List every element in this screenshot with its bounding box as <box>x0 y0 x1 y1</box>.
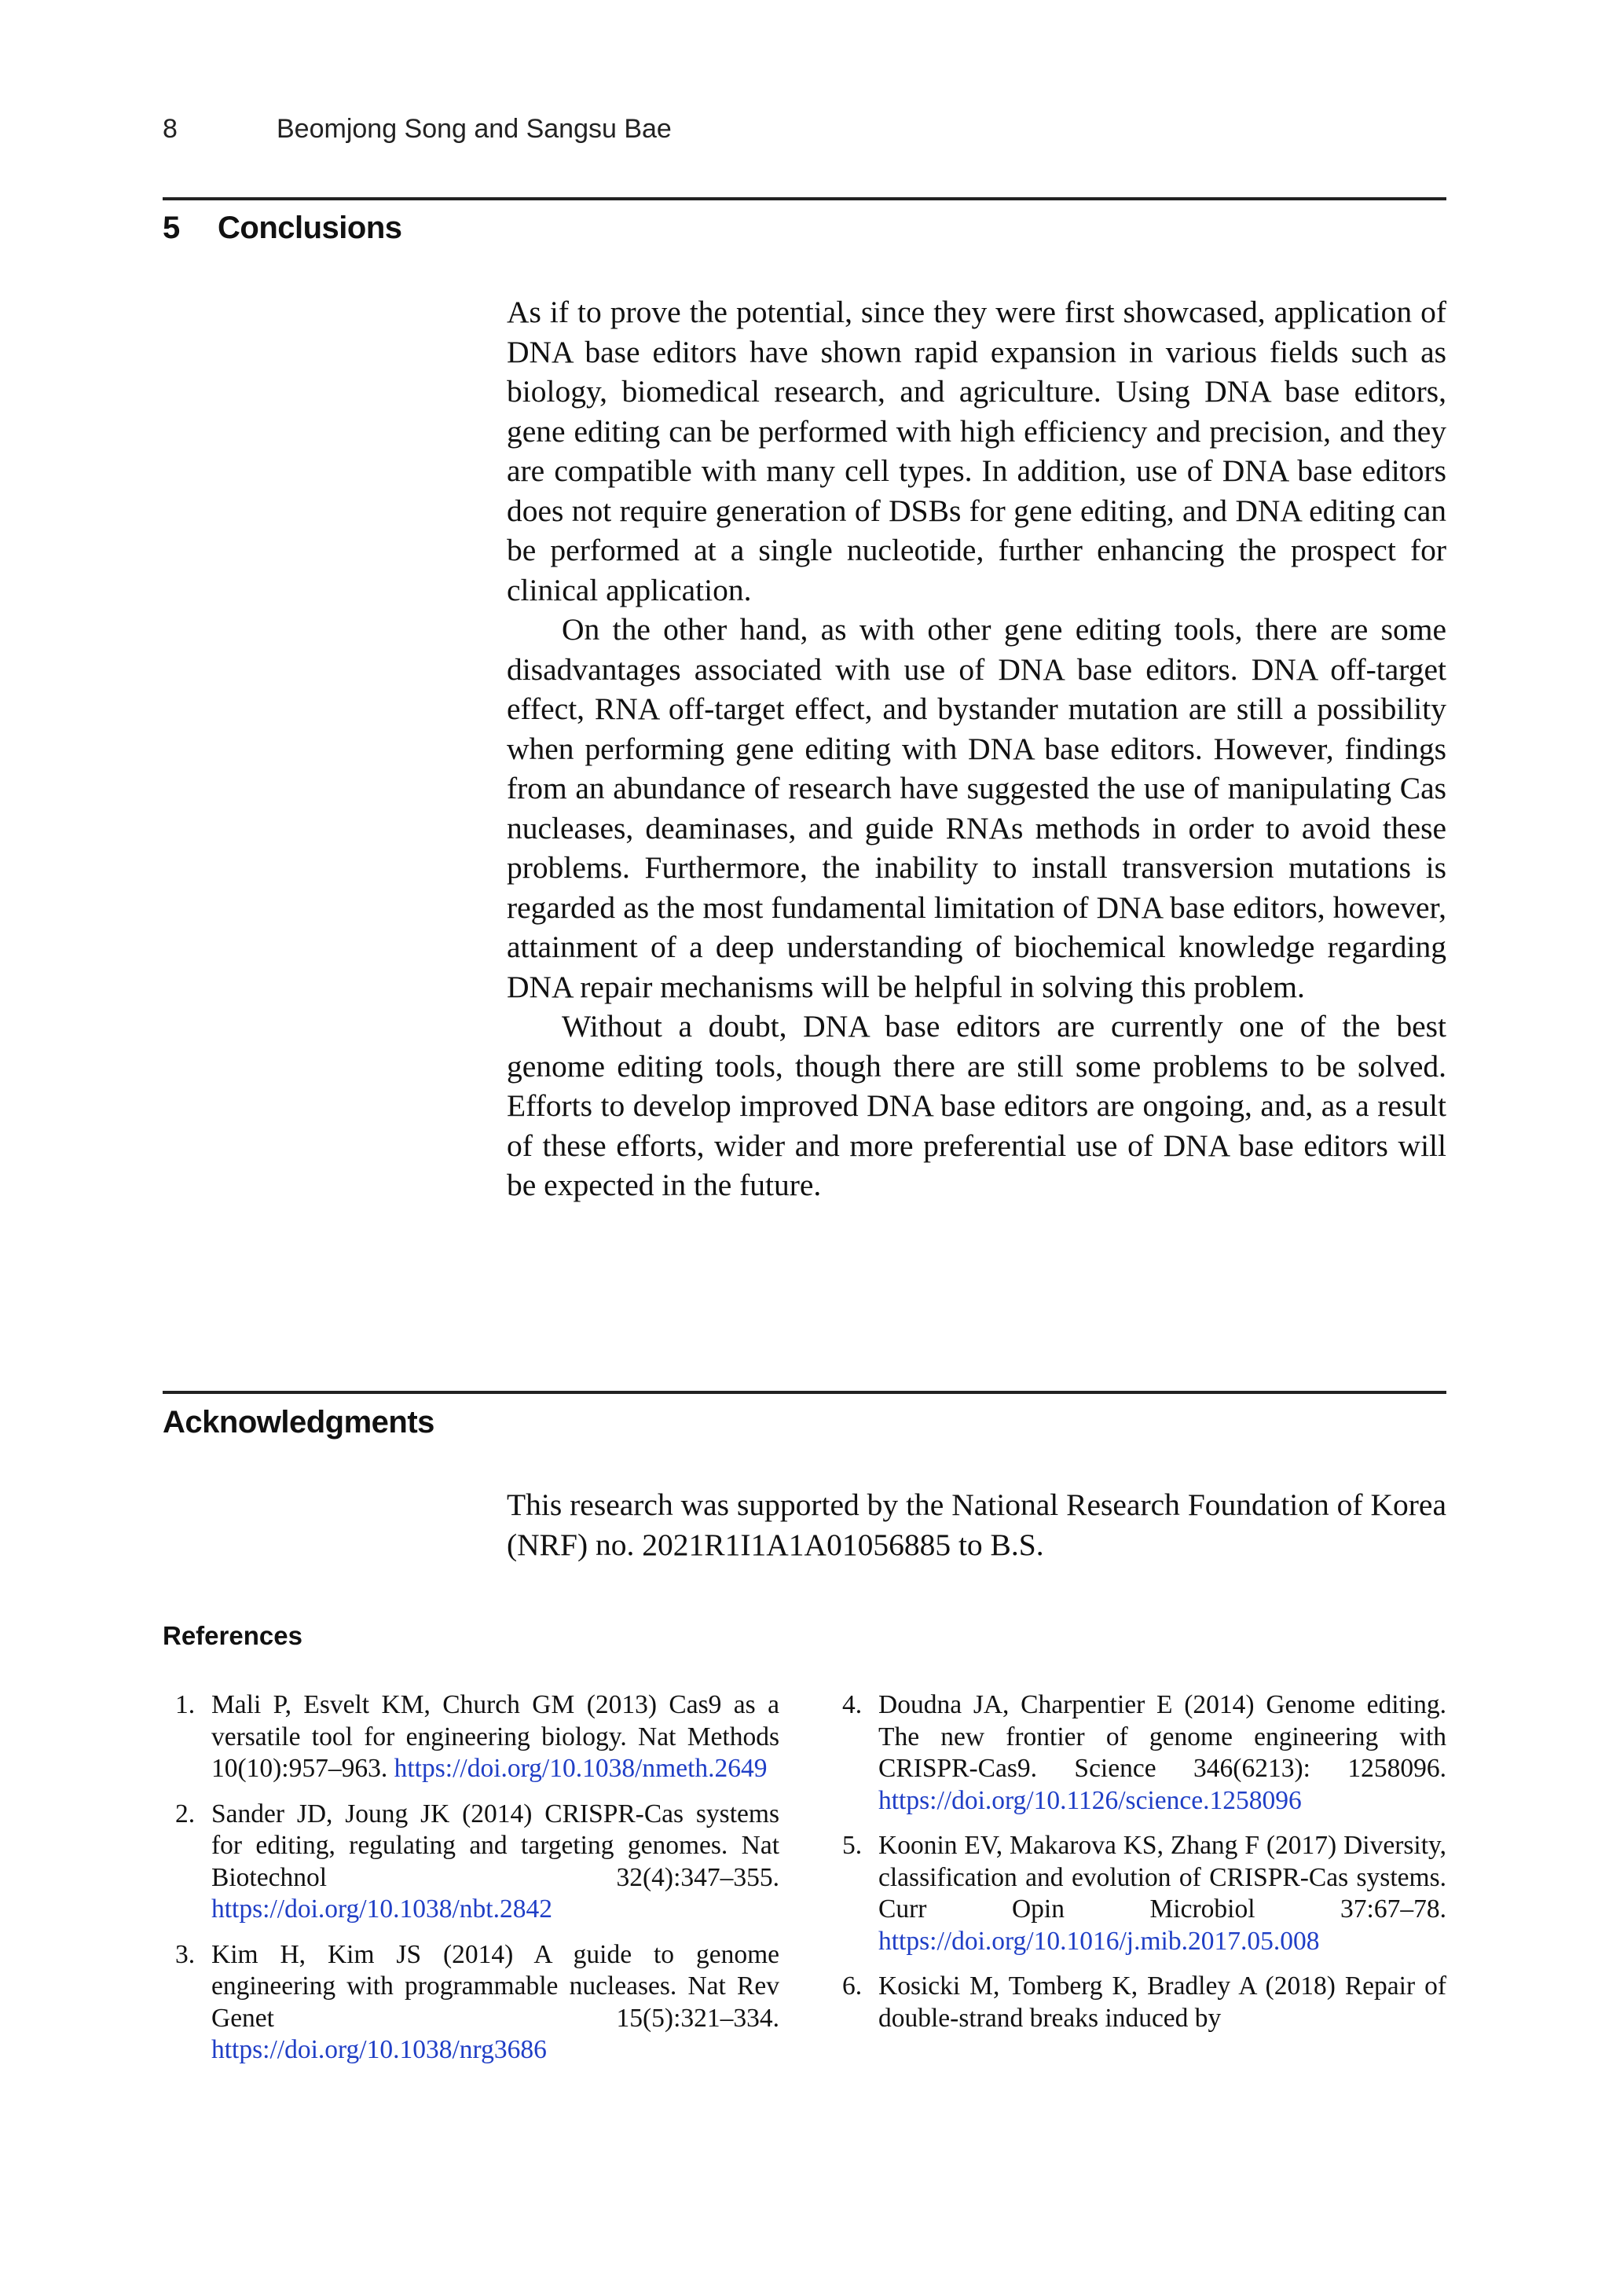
doi-link[interactable]: https://doi.org/10.1016/j.mib.2017.05.008 <box>878 1926 1320 1956</box>
reference-item: 5. Koonin EV, Makarova KS, Zhang F (2017) Diversity, classification and evolution of CRISPR-Cas systems. Curr Opin Microbiol 37:67–78. https://doi.org/10.1016/j.mib.2017.05.008 <box>842 1831 1446 1956</box>
section-heading-conclusions <box>163 211 402 246</box>
section-rule-conclusions <box>163 197 1446 200</box>
reference-item: 1. Mali P, Esvelt KM, Church GM (2013) Cas9 as a versatile tool for engineering biology. Nat Methods 10(10):957–963. https://doi.org/10.1038/nmeth.2649 <box>175 1690 779 1783</box>
doi-link[interactable]: https://doi.org/10.1038/nrg3686 <box>211 2035 547 2064</box>
section-rule-acknowledgments <box>163 1391 1446 1394</box>
doi-link[interactable]: https://doi.org/10.1038/nmeth.2649 <box>394 1754 768 1783</box>
paragraph: This research was supported by the National Research Foundation of Korea (NRF) no. 2021R1I1A1A01056885 to B.S. <box>507 1487 1446 1562</box>
reference-item: 3. Kim H, Kim JS (2014) A guide to genome engineering with programmable nucleases. Nat Rev Genet 15(5):321–334. https://doi.org/10.1038/nrg3686 <box>175 1939 779 2064</box>
paragraph: Without a doubt, DNA base editors are currently one of the best genome editing tools, though there are still some problems to be solved. Efforts to develop improved DNA base editors are ongoing, and, as a result of these efforts, wider and more preferential use of DNA base editors will be expected in the future. <box>507 1009 1446 1202</box>
conclusions-body <box>507 292 1446 1205</box>
references-column-left <box>163 1689 779 2080</box>
references-column-right <box>830 1689 1446 2048</box>
reference-item: 4. Doudna JA, Charpentier E (2014) Genome editing. The new frontier of genome engineering with CRISPR-Cas9. Science 346(6213): 1258096. https://doi.org/10.1126/science.1258096 <box>842 1690 1446 1815</box>
section-title: Conclusions <box>218 211 402 245</box>
section-number: 5 <box>163 211 180 245</box>
paragraph: On the other hand, as with other gene editing tools, there are some disadvantages associated with use of DNA base editors. DNA off-target effect, RNA off-target effect, and bystander mutation are still a possibility when performing gene editing with DNA base editors. However, findings from an abundance of research have suggested the use of manipulating Cas nucleases, deaminases, and guide RNAs methods in order to avoid these problems. Furthermore, the inability to install transversion mutations is regarded as the most fundamental limitation of DNA base editors, however, attainment of a deep understanding of biochemical knowledge regarding DNA repair mechanisms will be helpful in solving this problem. <box>507 612 1446 1004</box>
references-heading: References <box>163 1621 302 1650</box>
page-number: 8 <box>163 114 178 144</box>
doi-link[interactable]: https://doi.org/10.1126/science.1258096 <box>878 1785 1302 1815</box>
acknowledgments-body <box>507 1485 1446 1564</box>
reference-item: 6. Kosicki M, Tomberg K, Bradley A (2018) Repair of double-strand breaks induced by <box>842 1971 1446 2033</box>
running-head-authors: Beomjong Song and Sangsu Bae <box>277 114 672 144</box>
doi-link[interactable]: https://doi.org/10.1038/nbt.2842 <box>211 1894 552 1924</box>
reference-item: 2. Sander JD, Joung JK (2014) CRISPR-Cas systems for editing, regulating and targeting genomes. Nat Biotechnol 32(4):347–355. https://doi.org/10.1038/nbt.2842 <box>175 1799 779 1924</box>
paragraph: As if to prove the potential, since they were first showcased, application of DNA base editors have shown rapid expansion in various fields such as biology, biomedical research, and agriculture. Using DNA base editors, gene editing can be performed with high efficiency and precision, and they are compatible with many cell types. In addition, use of DNA base editors does not require generation of DSBs for gene editing, and DNA editing can be performed at a single nucleotide, further enhancing the prospect for clinical application. <box>507 295 1446 607</box>
section-heading-acknowledgments: Acknowledgments <box>163 1405 434 1440</box>
